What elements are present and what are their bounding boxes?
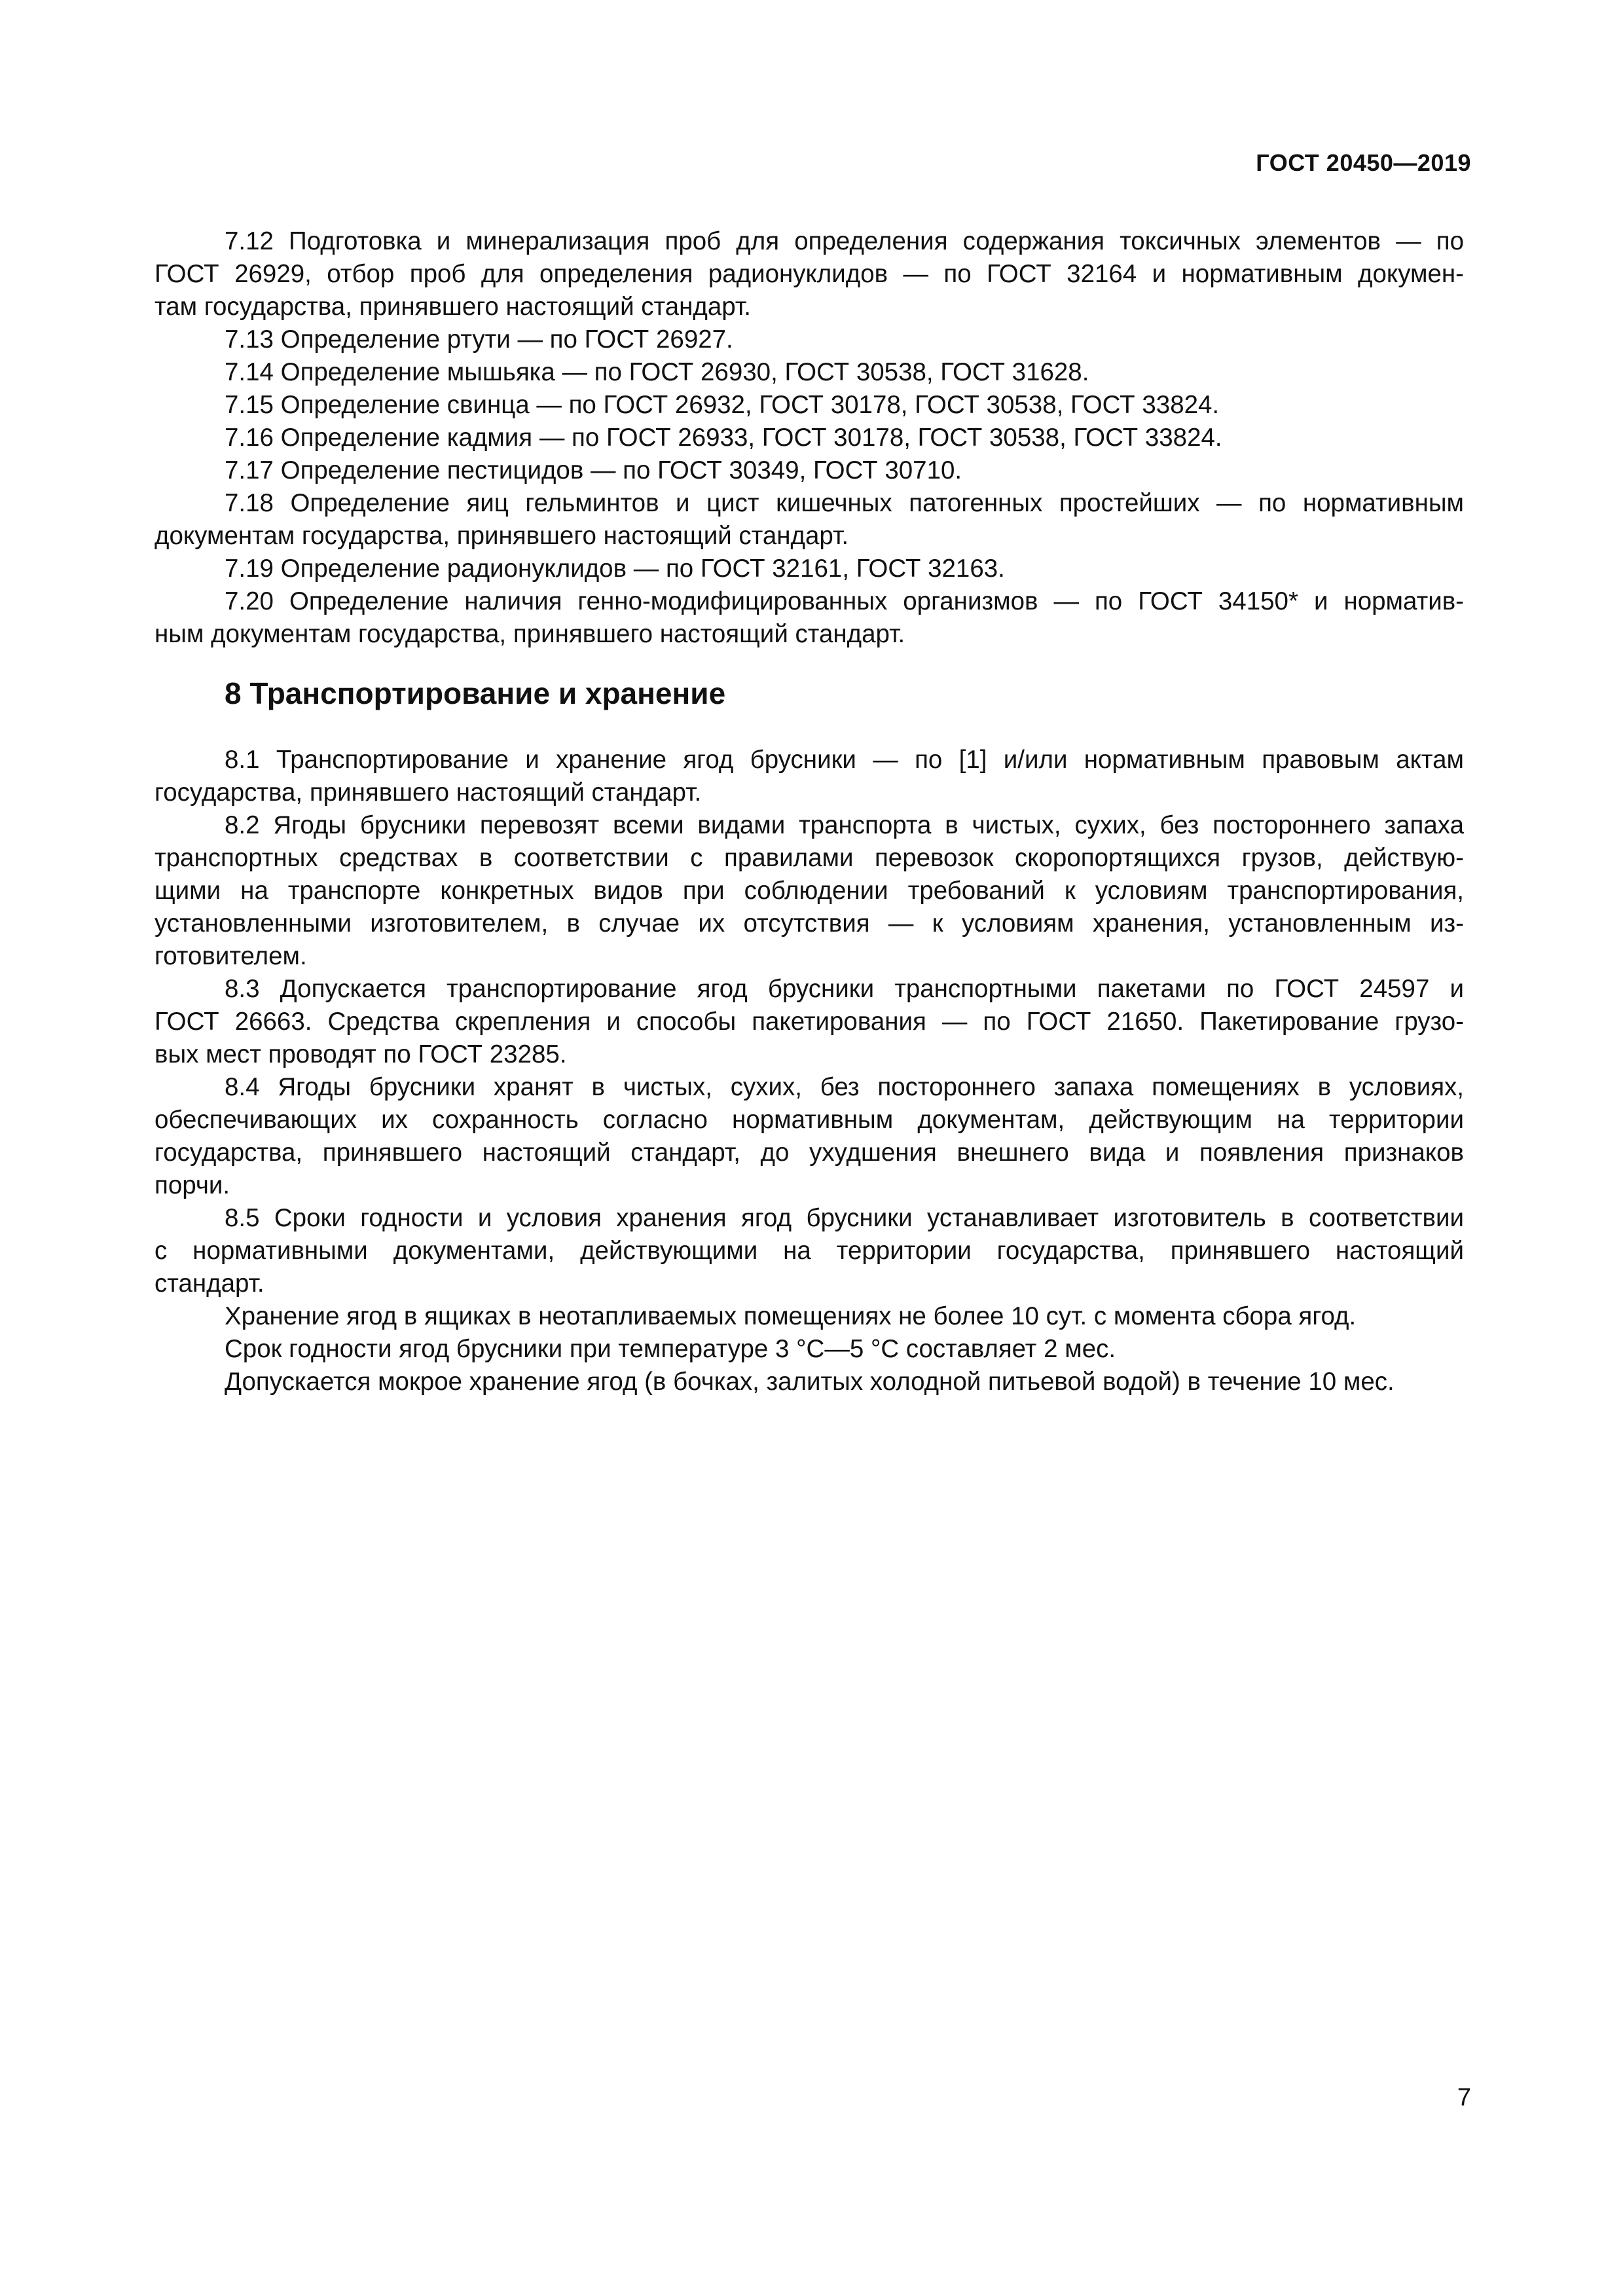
paragraph-wet-storage bbox=[155, 1366, 1464, 1398]
text-line: там государства, принявшего настоящий стандарт. bbox=[155, 293, 751, 321]
paragraph-7-17 bbox=[155, 454, 1464, 487]
text-line: с нормативными документами, действующими на территории государства, принявшего настоящий bbox=[155, 1237, 1464, 1265]
text-line: стандарт. bbox=[155, 1269, 264, 1298]
text-line: 7.14 Определение мышьяка — по ГОСТ 26930, ГОСТ 30538, ГОСТ 31628. bbox=[225, 358, 1089, 386]
text-line: Допускается мокрое хранение ягод (в бочках, залитых холодной питьевой водой) в течение 10 мес. bbox=[225, 1368, 1395, 1396]
text-line: документам государства, принявшего настоящий стандарт. bbox=[155, 522, 849, 550]
text-line: ГОСТ 26929, отбор проб для определения радионуклидов — по ГОСТ 32164 и нормативным докумен- bbox=[155, 260, 1464, 288]
text-line: ГОСТ 26663. Средства скрепления и способы пакетирования — по ГОСТ 21650. Пакетирование грузо- bbox=[155, 1008, 1464, 1036]
paragraph-8-2 bbox=[155, 809, 1464, 973]
paragraph-7-13 bbox=[155, 323, 1464, 356]
text-line: установленными изготовителем, в случае их отсутствия — к условиям хранения, установленным из- bbox=[155, 909, 1464, 938]
text-line: готовителем. bbox=[155, 942, 307, 970]
text-line: вых мест проводят по ГОСТ 23285. bbox=[155, 1040, 567, 1068]
standard-header: ГОСТ 20450—2019 bbox=[1256, 149, 1471, 176]
text-line: ным документам государства, принявшего настоящий стандарт. bbox=[155, 620, 905, 648]
text-line: 8.5 Сроки годности и условия хранения ягод брусники устанавливает изготовитель в соответствии bbox=[225, 1204, 1464, 1232]
text-line: Срок годности ягод брусники при температуре 3 °С—5 °С составляет 2 мес. bbox=[225, 1335, 1116, 1363]
paragraph-7-15 bbox=[155, 389, 1464, 422]
text-line: 8.2 Ягоды брусники перевозят всеми видами транспорта в чистых, сухих, без постороннего запаха bbox=[225, 811, 1464, 839]
paragraph-8-3 bbox=[155, 973, 1464, 1071]
text-line: государства, принявшего настоящий стандарт, до ухудшения внешнего вида и появления признаков bbox=[155, 1139, 1464, 1167]
text-line: 7.17 Определение пестицидов — по ГОСТ 30349, ГОСТ 30710. bbox=[225, 456, 962, 484]
text-line: 7.16 Определение кадмия — по ГОСТ 26933, ГОСТ 30178, ГОСТ 30538, ГОСТ 33824. bbox=[225, 424, 1222, 452]
text-line: Хранение ягод в ящиках в неотапливаемых помещениях не более 10 сут. с момента сбора ягод. bbox=[225, 1302, 1357, 1330]
document-body bbox=[155, 225, 1464, 1398]
text-line: государства, принявшего настоящий стандарт. bbox=[155, 778, 702, 807]
paragraph-shelf-life bbox=[155, 1333, 1464, 1366]
paragraph-7-12 bbox=[155, 225, 1464, 323]
page-number: 7 bbox=[1457, 2084, 1471, 2111]
text-line: 8.3 Допускается транспортирование ягод брусники транспортными пакетами по ГОСТ 24597 и bbox=[225, 975, 1464, 1003]
paragraph-8-1 bbox=[155, 744, 1464, 809]
text-line: 7.13 Определение ртути — по ГОСТ 26927. bbox=[225, 325, 733, 354]
text-line: 7.18 Определение яиц гельминтов и цист кишечных патогенных простейших — по нормативным bbox=[225, 489, 1464, 517]
text-line: транспортных средствах в соответствии с правилами перевозок скоропортящихся грузов, действую- bbox=[155, 844, 1464, 872]
text-line: обеспечивающих их сохранность согласно нормативным документам, действующим на территории bbox=[155, 1106, 1464, 1134]
paragraph-7-18 bbox=[155, 487, 1464, 553]
text-line: щими на транспорте конкретных видов при соблюдении требований к условиям транспортирования, bbox=[155, 877, 1464, 905]
text-line: порчи. bbox=[155, 1171, 230, 1199]
paragraph-7-19 bbox=[155, 553, 1464, 585]
text-line: 8.4 Ягоды брусники хранят в чистых, сухих, без постороннего запаха помещениях в условиях, bbox=[225, 1073, 1464, 1101]
text-line: 8.1 Транспортирование и хранение ягод брусники — по [1] и/или нормативным правовым актам bbox=[225, 746, 1464, 774]
paragraph-7-14 bbox=[155, 356, 1464, 389]
text-line: 7.20 Определение наличия генно-модифицированных организмов — по ГОСТ 34150* и норматив- bbox=[225, 587, 1464, 615]
paragraph-7-20 bbox=[155, 585, 1464, 651]
paragraph-8-4 bbox=[155, 1071, 1464, 1202]
text-line: 7.12 Подготовка и минерализация проб для определения содержания токсичных элементов — по bbox=[225, 227, 1464, 255]
section-heading: 8 Транспортирование и хранение bbox=[225, 676, 726, 710]
text-line: 7.15 Определение свинца — по ГОСТ 26932, ГОСТ 30178, ГОСТ 30538, ГОСТ 33824. bbox=[225, 391, 1220, 419]
paragraph-7-16 bbox=[155, 422, 1464, 454]
paragraph-8-5 bbox=[155, 1202, 1464, 1300]
paragraph-storage-boxes bbox=[155, 1300, 1464, 1333]
text-line: 7.19 Определение радионуклидов — по ГОСТ 32161, ГОСТ 32163. bbox=[225, 555, 1005, 583]
